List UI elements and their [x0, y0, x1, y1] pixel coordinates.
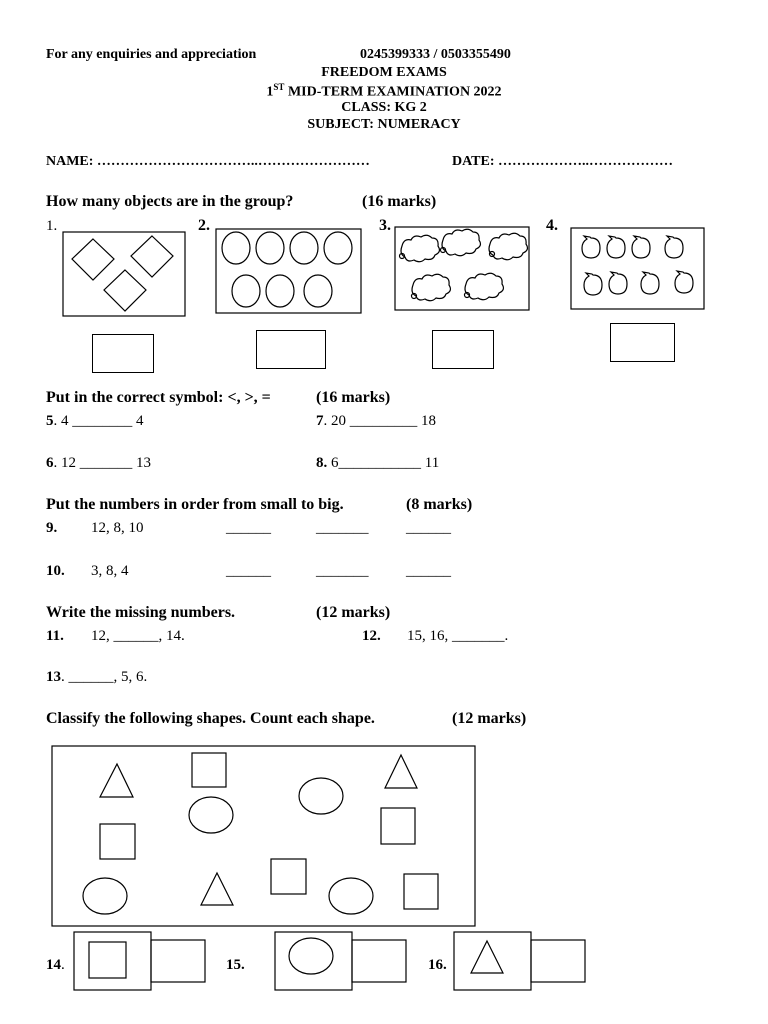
square-shape [381, 808, 415, 844]
q9-number: 9. [46, 520, 58, 536]
q11-text[interactable]: 12, ______, 14. [91, 628, 185, 644]
q6[interactable]: 6. 12 _______ 13 [46, 455, 151, 471]
triangle-shape [100, 764, 133, 797]
square-shape [404, 874, 438, 909]
phone-numbers: 0245399333 / 0503355490 [360, 47, 511, 62]
square-shape [89, 942, 126, 978]
q13[interactable]: 13. ______, 5, 6. [46, 669, 148, 685]
circle-shape [189, 797, 233, 833]
q11-number: 11. [46, 628, 64, 644]
q12-text[interactable]: 15, 16, _______. [407, 628, 509, 644]
q14-shape-box [74, 932, 151, 990]
q16-shape-box [454, 932, 531, 990]
q7[interactable]: 7. 20 _________ 18 [316, 413, 436, 429]
exam-title: 1ST MID-TERM EXAMINATION 2022 [266, 82, 502, 100]
q1-number: 1. [46, 218, 58, 234]
section-c-marks: (8 marks) [406, 496, 473, 513]
square-shape [100, 824, 135, 859]
q5[interactable]: 5. 4 ________ 4 [46, 413, 144, 429]
class-label: CLASS: KG 2 [341, 100, 427, 115]
q10-blank-1[interactable]: ______ [226, 563, 271, 579]
q8[interactable]: 8. 6___________ 11 [316, 455, 440, 471]
q9-text: 12, 8, 10 [91, 520, 144, 536]
enquiries-text: For any enquiries and appreciation [46, 47, 257, 62]
subject-label: SUBJECT: NUMERACY [307, 117, 461, 132]
q9-blank-1[interactable]: ______ [226, 520, 271, 536]
organization-name: FREEDOM EXAMS [321, 65, 447, 80]
name-field[interactable]: NAME: ……………………………..…………………… [46, 154, 370, 169]
q14-number: 14. [46, 957, 65, 973]
q10-text: 3, 8, 4 [91, 563, 129, 579]
circle-shape [329, 878, 373, 914]
section-d-marks: (12 marks) [316, 604, 391, 621]
circle-shape [83, 878, 127, 914]
square-shape [271, 859, 306, 894]
section-b-marks: (16 marks) [316, 389, 391, 406]
q10-blank-3[interactable]: ______ [406, 563, 451, 579]
q4-number: 4. [546, 217, 558, 234]
triangle-shape [471, 941, 503, 973]
section-c-title: Put the numbers in order from small to big. [46, 496, 344, 513]
q15-shape-box [275, 932, 352, 990]
q15-answer-box [352, 940, 406, 982]
q3-number: 3. [379, 217, 391, 234]
shapes-box [52, 746, 475, 926]
q10-number: 10. [46, 563, 65, 579]
section-a-title: How many objects are in the group? [46, 193, 294, 210]
triangle-shape [201, 873, 233, 905]
square-shape [192, 753, 226, 787]
q15-number: 15. [226, 957, 245, 973]
q9-blank-3[interactable]: ______ [406, 520, 451, 536]
q10-blank-2[interactable]: _______ [316, 563, 369, 579]
q2-number: 2. [198, 217, 210, 234]
q9-blank-2[interactable]: _______ [316, 520, 369, 536]
section-a-marks: (16 marks) [362, 193, 437, 210]
circle-shape [289, 938, 333, 974]
section-e-marks: (12 marks) [452, 710, 527, 727]
triangle-shape [385, 755, 417, 788]
section-d-title: Write the missing numbers. [46, 604, 236, 621]
date-field[interactable]: DATE: ………………..……………… [452, 154, 674, 169]
q14-answer-box [151, 940, 205, 982]
q16-number: 16. [428, 957, 447, 973]
section-e-title: Classify the following shapes. Count each shape. [46, 710, 375, 727]
circle-shape [299, 778, 343, 814]
section-b-title: Put in the correct symbol: <, >, = [46, 389, 271, 406]
q12-number: 12. [362, 628, 381, 644]
q16-answer-box [531, 940, 585, 982]
